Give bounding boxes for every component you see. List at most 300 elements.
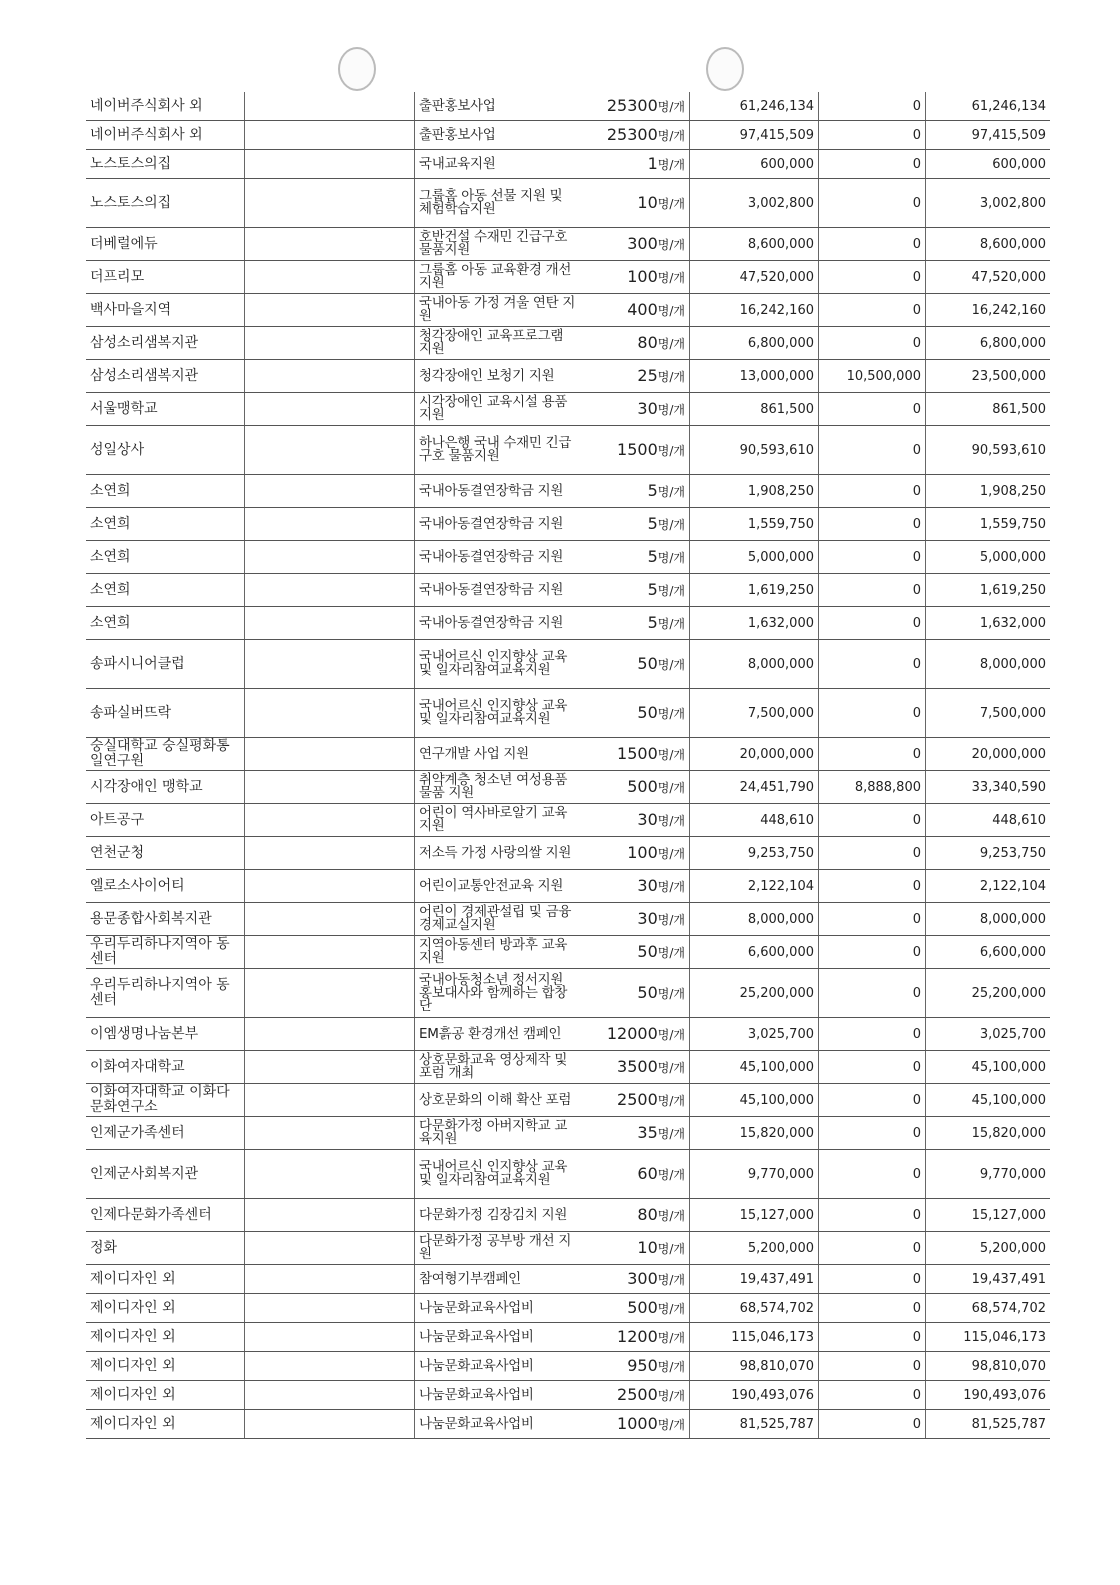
count-value: 400 bbox=[627, 299, 658, 319]
table-row bbox=[86, 574, 1050, 607]
organization-cell: 우리두리하나지역아 동센터 bbox=[86, 969, 245, 1018]
program-cell: 국내어르신 인지향상 교육 및 일자리참여교육지원 bbox=[415, 1150, 584, 1199]
program-cell: 다문화가정 아버지학교 교육지원 bbox=[415, 1117, 584, 1150]
blank-cell bbox=[245, 1352, 415, 1381]
blank-cell bbox=[245, 1051, 415, 1084]
amount-b-cell: 0 bbox=[819, 393, 926, 426]
blank-cell bbox=[245, 228, 415, 261]
amount-a-cell: 1,559,750 bbox=[690, 508, 819, 541]
organization-cell: 제이디자인 외 bbox=[86, 1352, 245, 1381]
count-unit: 명/개 bbox=[657, 657, 685, 672]
count-unit: 명/개 bbox=[657, 336, 685, 351]
organization-cell: 서울맹학교 bbox=[86, 393, 245, 426]
table-row bbox=[86, 903, 1050, 936]
count-cell bbox=[583, 541, 690, 574]
program-cell: 국내아동결연장학금 지원 bbox=[415, 574, 584, 607]
organization-cell: 제이디자인 외 bbox=[86, 1294, 245, 1323]
table-body bbox=[86, 92, 1050, 1439]
organization-cell: 송파실버뜨락 bbox=[86, 689, 245, 738]
count-cell bbox=[583, 294, 690, 327]
blank-cell bbox=[245, 179, 415, 228]
amount-total-cell: 90,593,610 bbox=[926, 426, 1051, 475]
count-unit: 명/개 bbox=[657, 402, 685, 417]
blank-cell bbox=[245, 1084, 415, 1117]
blank-cell bbox=[245, 1117, 415, 1150]
table-row bbox=[86, 1294, 1050, 1323]
table-row bbox=[86, 475, 1050, 508]
blank-cell bbox=[245, 837, 415, 870]
organization-cell: 소연희 bbox=[86, 475, 245, 508]
program-cell: 나눔문화교육사업비 bbox=[415, 1294, 584, 1323]
amount-b-cell: 0 bbox=[819, 1051, 926, 1084]
amount-total-cell: 7,500,000 bbox=[926, 689, 1051, 738]
amount-a-cell: 6,600,000 bbox=[690, 936, 819, 969]
count-value: 60 bbox=[637, 1163, 658, 1183]
organization-cell: 네이버주식회사 외 bbox=[86, 92, 245, 121]
count-cell bbox=[583, 804, 690, 837]
table-row bbox=[86, 228, 1050, 261]
blank-cell bbox=[245, 360, 415, 393]
table-row bbox=[86, 738, 1050, 771]
program-cell: 지역아동센터 방과후 교육지원 bbox=[415, 936, 584, 969]
program-cell: 국내아동청소년 정서지원 홍보대사와 함께하는 합창단 bbox=[415, 969, 584, 1018]
amount-a-cell: 45,100,000 bbox=[690, 1084, 819, 1117]
amount-total-cell: 1,559,750 bbox=[926, 508, 1051, 541]
amount-a-cell: 8,000,000 bbox=[690, 903, 819, 936]
amount-a-cell: 5,000,000 bbox=[690, 541, 819, 574]
count-cell bbox=[583, 903, 690, 936]
table-row bbox=[86, 360, 1050, 393]
count-unit: 명/개 bbox=[657, 583, 685, 598]
blank-cell bbox=[245, 870, 415, 903]
program-cell: 나눔문화교육사업비 bbox=[415, 1323, 584, 1352]
amount-b-cell: 10,500,000 bbox=[819, 360, 926, 393]
count-cell bbox=[583, 92, 690, 121]
table-row bbox=[86, 508, 1050, 541]
amount-b-cell: 0 bbox=[819, 1117, 926, 1150]
amount-a-cell: 98,810,070 bbox=[690, 1352, 819, 1381]
program-cell: 하나은행 국내 수재민 긴급구호 물품지원 bbox=[415, 426, 584, 475]
count-cell bbox=[583, 1323, 690, 1352]
blank-cell bbox=[245, 1410, 415, 1439]
amount-total-cell: 15,127,000 bbox=[926, 1199, 1051, 1232]
amount-total-cell: 81,525,787 bbox=[926, 1410, 1051, 1439]
program-cell: 다문화가정 공부방 개선 지원 bbox=[415, 1232, 584, 1265]
program-cell: 국내교육지원 bbox=[415, 150, 584, 179]
amount-a-cell: 1,619,250 bbox=[690, 574, 819, 607]
count-cell bbox=[583, 1232, 690, 1265]
amount-b-cell: 0 bbox=[819, 936, 926, 969]
amount-b-cell: 0 bbox=[819, 261, 926, 294]
count-unit: 명/개 bbox=[657, 550, 685, 565]
count-unit: 명/개 bbox=[657, 443, 685, 458]
blank-cell bbox=[245, 1294, 415, 1323]
program-cell: 국내아동결연장학금 지원 bbox=[415, 607, 584, 640]
organization-cell: 정화 bbox=[86, 1232, 245, 1265]
count-cell bbox=[583, 121, 690, 150]
program-cell: 나눔문화교육사업비 bbox=[415, 1381, 584, 1410]
amount-a-cell: 25,200,000 bbox=[690, 969, 819, 1018]
count-value: 1000 bbox=[617, 1413, 658, 1433]
amount-b-cell: 0 bbox=[819, 574, 926, 607]
count-unit: 명/개 bbox=[657, 1301, 685, 1316]
amount-a-cell: 13,000,000 bbox=[690, 360, 819, 393]
blank-cell bbox=[245, 426, 415, 475]
amount-b-cell: 0 bbox=[819, 1410, 926, 1439]
count-cell bbox=[583, 870, 690, 903]
count-cell bbox=[583, 360, 690, 393]
amount-total-cell: 1,632,000 bbox=[926, 607, 1051, 640]
count-value: 12000 bbox=[606, 1023, 658, 1043]
program-cell: 국내어르신 인지향상 교육 및 일자리참여교육지원 bbox=[415, 689, 584, 738]
count-unit: 명/개 bbox=[657, 747, 685, 762]
program-cell: 국내아동결연장학금 지원 bbox=[415, 508, 584, 541]
amount-total-cell: 97,415,509 bbox=[926, 121, 1051, 150]
count-cell bbox=[583, 640, 690, 689]
program-cell: EM흙공 환경개선 캠페인 bbox=[415, 1018, 584, 1051]
amount-a-cell: 1,908,250 bbox=[690, 475, 819, 508]
table-row bbox=[86, 1117, 1050, 1150]
amount-b-cell: 0 bbox=[819, 541, 926, 574]
amount-a-cell: 97,415,509 bbox=[690, 121, 819, 150]
count-value: 950 bbox=[627, 1355, 658, 1375]
amount-b-cell: 0 bbox=[819, 426, 926, 475]
blank-cell bbox=[245, 903, 415, 936]
count-unit: 명/개 bbox=[657, 912, 685, 927]
table-row bbox=[86, 92, 1050, 121]
amount-total-cell: 23,500,000 bbox=[926, 360, 1051, 393]
amount-total-cell: 45,100,000 bbox=[926, 1051, 1051, 1084]
table-row bbox=[86, 426, 1050, 475]
amount-b-cell: 0 bbox=[819, 150, 926, 179]
organization-cell: 제이디자인 외 bbox=[86, 1265, 245, 1294]
program-cell: 취약계층 청소년 여성용품 물품 지원 bbox=[415, 771, 584, 804]
count-cell bbox=[583, 1150, 690, 1199]
count-unit: 명/개 bbox=[657, 99, 685, 114]
count-cell bbox=[583, 1294, 690, 1323]
organization-cell: 인제다문화가족센터 bbox=[86, 1199, 245, 1232]
amount-total-cell: 33,340,590 bbox=[926, 771, 1051, 804]
organization-cell: 아트공구 bbox=[86, 804, 245, 837]
organization-cell: 제이디자인 외 bbox=[86, 1381, 245, 1410]
amount-b-cell: 0 bbox=[819, 1084, 926, 1117]
blank-cell bbox=[245, 508, 415, 541]
blank-cell bbox=[245, 541, 415, 574]
count-cell bbox=[583, 1352, 690, 1381]
organization-cell: 인제군가족센터 bbox=[86, 1117, 245, 1150]
table-row bbox=[86, 150, 1050, 179]
amount-b-cell: 0 bbox=[819, 1018, 926, 1051]
count-value: 500 bbox=[627, 776, 658, 796]
count-cell bbox=[583, 1410, 690, 1439]
blank-cell bbox=[245, 475, 415, 508]
organization-cell: 백사마을지역 bbox=[86, 294, 245, 327]
count-value: 50 bbox=[637, 982, 658, 1002]
amount-a-cell: 3,025,700 bbox=[690, 1018, 819, 1051]
count-value: 5 bbox=[647, 612, 658, 632]
blank-cell bbox=[245, 969, 415, 1018]
table-row bbox=[86, 1352, 1050, 1381]
amount-b-cell: 0 bbox=[819, 294, 926, 327]
table-row bbox=[86, 640, 1050, 689]
organization-cell: 이화여자대학교 bbox=[86, 1051, 245, 1084]
count-unit: 명/개 bbox=[657, 1241, 685, 1256]
amount-b-cell: 0 bbox=[819, 689, 926, 738]
amount-total-cell: 1,908,250 bbox=[926, 475, 1051, 508]
program-cell: 출판홍보사업 bbox=[415, 121, 584, 150]
count-value: 25300 bbox=[606, 95, 658, 115]
table-row bbox=[86, 1323, 1050, 1352]
amount-b-cell: 0 bbox=[819, 508, 926, 541]
count-value: 10 bbox=[637, 1237, 658, 1257]
count-unit: 명/개 bbox=[657, 1330, 685, 1345]
organization-cell: 이엠생명나눔본부 bbox=[86, 1018, 245, 1051]
amount-a-cell: 47,520,000 bbox=[690, 261, 819, 294]
organization-cell: 이화여자대학교 이화다문화연구소 bbox=[86, 1084, 245, 1117]
amount-b-cell: 0 bbox=[819, 1294, 926, 1323]
count-unit: 명/개 bbox=[657, 1417, 685, 1432]
count-value: 50 bbox=[637, 941, 658, 961]
count-value: 300 bbox=[627, 1268, 658, 1288]
amount-a-cell: 19,437,491 bbox=[690, 1265, 819, 1294]
amount-total-cell: 6,800,000 bbox=[926, 327, 1051, 360]
count-value: 5 bbox=[647, 480, 658, 500]
table-row bbox=[86, 1265, 1050, 1294]
count-value: 1500 bbox=[617, 439, 658, 459]
count-value: 30 bbox=[637, 398, 658, 418]
count-cell bbox=[583, 1051, 690, 1084]
count-value: 30 bbox=[637, 908, 658, 928]
amount-a-cell: 7,500,000 bbox=[690, 689, 819, 738]
count-cell bbox=[583, 261, 690, 294]
amount-total-cell: 5,200,000 bbox=[926, 1232, 1051, 1265]
count-value: 5 bbox=[647, 513, 658, 533]
program-cell: 어린이교통안전교육 지원 bbox=[415, 870, 584, 903]
amount-a-cell: 9,770,000 bbox=[690, 1150, 819, 1199]
count-value: 100 bbox=[627, 266, 658, 286]
amount-b-cell: 0 bbox=[819, 1352, 926, 1381]
count-unit: 명/개 bbox=[657, 945, 685, 960]
table-row bbox=[86, 1410, 1050, 1439]
count-cell bbox=[583, 1084, 690, 1117]
amount-a-cell: 24,451,790 bbox=[690, 771, 819, 804]
count-cell bbox=[583, 1018, 690, 1051]
amount-total-cell: 68,574,702 bbox=[926, 1294, 1051, 1323]
program-cell: 국내아동 가정 겨울 연탄 지원 bbox=[415, 294, 584, 327]
count-unit: 명/개 bbox=[657, 706, 685, 721]
table-row bbox=[86, 936, 1050, 969]
amount-total-cell: 98,810,070 bbox=[926, 1352, 1051, 1381]
count-unit: 명/개 bbox=[657, 369, 685, 384]
organization-cell: 연천군청 bbox=[86, 837, 245, 870]
table-row bbox=[86, 870, 1050, 903]
count-cell bbox=[583, 426, 690, 475]
count-value: 80 bbox=[637, 1204, 658, 1224]
organization-cell: 제이디자인 외 bbox=[86, 1410, 245, 1439]
amount-b-cell: 0 bbox=[819, 1323, 926, 1352]
count-value: 300 bbox=[627, 233, 658, 253]
organization-cell: 삼성소리샘복지관 bbox=[86, 327, 245, 360]
organization-cell: 더베럴에듀 bbox=[86, 228, 245, 261]
count-unit: 명/개 bbox=[657, 1208, 685, 1223]
amount-a-cell: 45,100,000 bbox=[690, 1051, 819, 1084]
amount-b-cell: 0 bbox=[819, 903, 926, 936]
program-cell: 시각장애인 교육시설 용품 지원 bbox=[415, 393, 584, 426]
table-row bbox=[86, 607, 1050, 640]
amount-a-cell: 5,200,000 bbox=[690, 1232, 819, 1265]
amount-total-cell: 115,046,173 bbox=[926, 1323, 1051, 1352]
count-value: 1200 bbox=[617, 1326, 658, 1346]
amount-total-cell: 3,002,800 bbox=[926, 179, 1051, 228]
table-row bbox=[86, 1018, 1050, 1051]
count-unit: 명/개 bbox=[657, 1126, 685, 1141]
program-cell: 그룹홈 아동 선물 지원 및 체험학습지원 bbox=[415, 179, 584, 228]
amount-b-cell: 0 bbox=[819, 1232, 926, 1265]
blank-cell bbox=[245, 150, 415, 179]
amount-total-cell: 448,610 bbox=[926, 804, 1051, 837]
count-unit: 명/개 bbox=[657, 1093, 685, 1108]
blank-cell bbox=[245, 574, 415, 607]
program-cell: 저소득 가정 사랑의쌀 지원 bbox=[415, 837, 584, 870]
blank-cell bbox=[245, 294, 415, 327]
organization-cell: 인제군사회복지관 bbox=[86, 1150, 245, 1199]
count-value: 30 bbox=[637, 809, 658, 829]
amount-total-cell: 6,600,000 bbox=[926, 936, 1051, 969]
amount-a-cell: 15,127,000 bbox=[690, 1199, 819, 1232]
program-cell: 국내어르신 인지향상 교육 및 일자리참여교육지원 bbox=[415, 640, 584, 689]
blank-cell bbox=[245, 121, 415, 150]
punch-hole-right bbox=[706, 47, 744, 91]
count-unit: 명/개 bbox=[657, 1027, 685, 1042]
count-unit: 명/개 bbox=[657, 846, 685, 861]
amount-total-cell: 61,246,134 bbox=[926, 92, 1051, 121]
count-value: 50 bbox=[637, 653, 658, 673]
program-cell: 그룹홈 아동 교육환경 개선 지원 bbox=[415, 261, 584, 294]
amount-total-cell: 15,820,000 bbox=[926, 1117, 1051, 1150]
organization-cell: 시각장애인 맹학교 bbox=[86, 771, 245, 804]
program-cell: 청각장애인 교육프로그램 지원 bbox=[415, 327, 584, 360]
amount-b-cell: 0 bbox=[819, 1381, 926, 1410]
amount-b-cell: 0 bbox=[819, 870, 926, 903]
count-value: 5 bbox=[647, 579, 658, 599]
amount-b-cell: 0 bbox=[819, 607, 926, 640]
count-cell bbox=[583, 1199, 690, 1232]
program-cell: 연구개발 사업 지원 bbox=[415, 738, 584, 771]
amount-b-cell: 0 bbox=[819, 475, 926, 508]
count-unit: 명/개 bbox=[657, 196, 685, 211]
amount-a-cell: 1,632,000 bbox=[690, 607, 819, 640]
blank-cell bbox=[245, 1150, 415, 1199]
amount-total-cell: 16,242,160 bbox=[926, 294, 1051, 327]
amount-a-cell: 115,046,173 bbox=[690, 1323, 819, 1352]
program-cell: 나눔문화교육사업비 bbox=[415, 1352, 584, 1381]
amount-a-cell: 448,610 bbox=[690, 804, 819, 837]
blank-cell bbox=[245, 393, 415, 426]
blank-cell bbox=[245, 1018, 415, 1051]
table-row bbox=[86, 1150, 1050, 1199]
count-value: 1500 bbox=[617, 743, 658, 763]
count-cell bbox=[583, 1381, 690, 1410]
organization-cell: 삼성소리샘복지관 bbox=[86, 360, 245, 393]
count-cell bbox=[583, 228, 690, 261]
count-unit: 명/개 bbox=[657, 517, 685, 532]
program-cell: 어린이 경제관설립 및 금융경제교실지원 bbox=[415, 903, 584, 936]
amount-b-cell: 0 bbox=[819, 640, 926, 689]
amount-a-cell: 61,246,134 bbox=[690, 92, 819, 121]
program-cell: 나눔문화교육사업비 bbox=[415, 1410, 584, 1439]
blank-cell bbox=[245, 640, 415, 689]
blank-cell bbox=[245, 1199, 415, 1232]
count-cell bbox=[583, 738, 690, 771]
count-unit: 명/개 bbox=[657, 270, 685, 285]
table-row bbox=[86, 837, 1050, 870]
program-cell: 출판홍보사업 bbox=[415, 92, 584, 121]
organization-cell: 숭실대학교 숭실평화통일연구원 bbox=[86, 738, 245, 771]
blank-cell bbox=[245, 689, 415, 738]
count-unit: 명/개 bbox=[657, 484, 685, 499]
program-cell: 호반건설 수재민 긴급구호 물품지원 bbox=[415, 228, 584, 261]
amount-a-cell: 20,000,000 bbox=[690, 738, 819, 771]
blank-cell bbox=[245, 1265, 415, 1294]
amount-b-cell: 0 bbox=[819, 121, 926, 150]
count-unit: 명/개 bbox=[657, 1388, 685, 1403]
count-unit: 명/개 bbox=[657, 780, 685, 795]
amount-b-cell: 0 bbox=[819, 804, 926, 837]
count-value: 80 bbox=[637, 332, 658, 352]
amount-a-cell: 8,000,000 bbox=[690, 640, 819, 689]
blank-cell bbox=[245, 261, 415, 294]
amount-total-cell: 25,200,000 bbox=[926, 969, 1051, 1018]
amount-a-cell: 190,493,076 bbox=[690, 1381, 819, 1410]
amount-b-cell: 0 bbox=[819, 327, 926, 360]
count-cell bbox=[583, 475, 690, 508]
count-unit: 명/개 bbox=[657, 128, 685, 143]
count-unit: 명/개 bbox=[657, 1167, 685, 1182]
organization-cell: 용문종합사회복지관 bbox=[86, 903, 245, 936]
organization-cell: 노스토스의집 bbox=[86, 150, 245, 179]
amount-a-cell: 2,122,104 bbox=[690, 870, 819, 903]
count-cell bbox=[583, 508, 690, 541]
count-value: 100 bbox=[627, 842, 658, 862]
count-unit: 명/개 bbox=[657, 813, 685, 828]
count-cell bbox=[583, 327, 690, 360]
program-cell: 국내아동결연장학금 지원 bbox=[415, 541, 584, 574]
amount-a-cell: 6,800,000 bbox=[690, 327, 819, 360]
punch-hole-left bbox=[338, 47, 376, 91]
count-value: 35 bbox=[637, 1122, 658, 1142]
count-value: 25300 bbox=[606, 124, 658, 144]
blank-cell bbox=[245, 327, 415, 360]
count-unit: 명/개 bbox=[657, 1359, 685, 1374]
amount-b-cell: 0 bbox=[819, 969, 926, 1018]
count-unit: 명/개 bbox=[657, 303, 685, 318]
donation-table bbox=[86, 92, 1050, 1439]
table-row bbox=[86, 1051, 1050, 1084]
count-value: 25 bbox=[637, 365, 658, 385]
amount-total-cell: 8,600,000 bbox=[926, 228, 1051, 261]
program-cell: 상호문화교육 영상제작 및 포럼 개최 bbox=[415, 1051, 584, 1084]
amount-total-cell: 2,122,104 bbox=[926, 870, 1051, 903]
blank-cell bbox=[245, 1323, 415, 1352]
amount-a-cell: 8,600,000 bbox=[690, 228, 819, 261]
amount-total-cell: 47,520,000 bbox=[926, 261, 1051, 294]
count-unit: 명/개 bbox=[657, 1060, 685, 1075]
organization-cell: 소연희 bbox=[86, 508, 245, 541]
amount-total-cell: 19,437,491 bbox=[926, 1265, 1051, 1294]
amount-a-cell: 81,525,787 bbox=[690, 1410, 819, 1439]
amount-b-cell: 0 bbox=[819, 738, 926, 771]
organization-cell: 네이버주식회사 외 bbox=[86, 121, 245, 150]
